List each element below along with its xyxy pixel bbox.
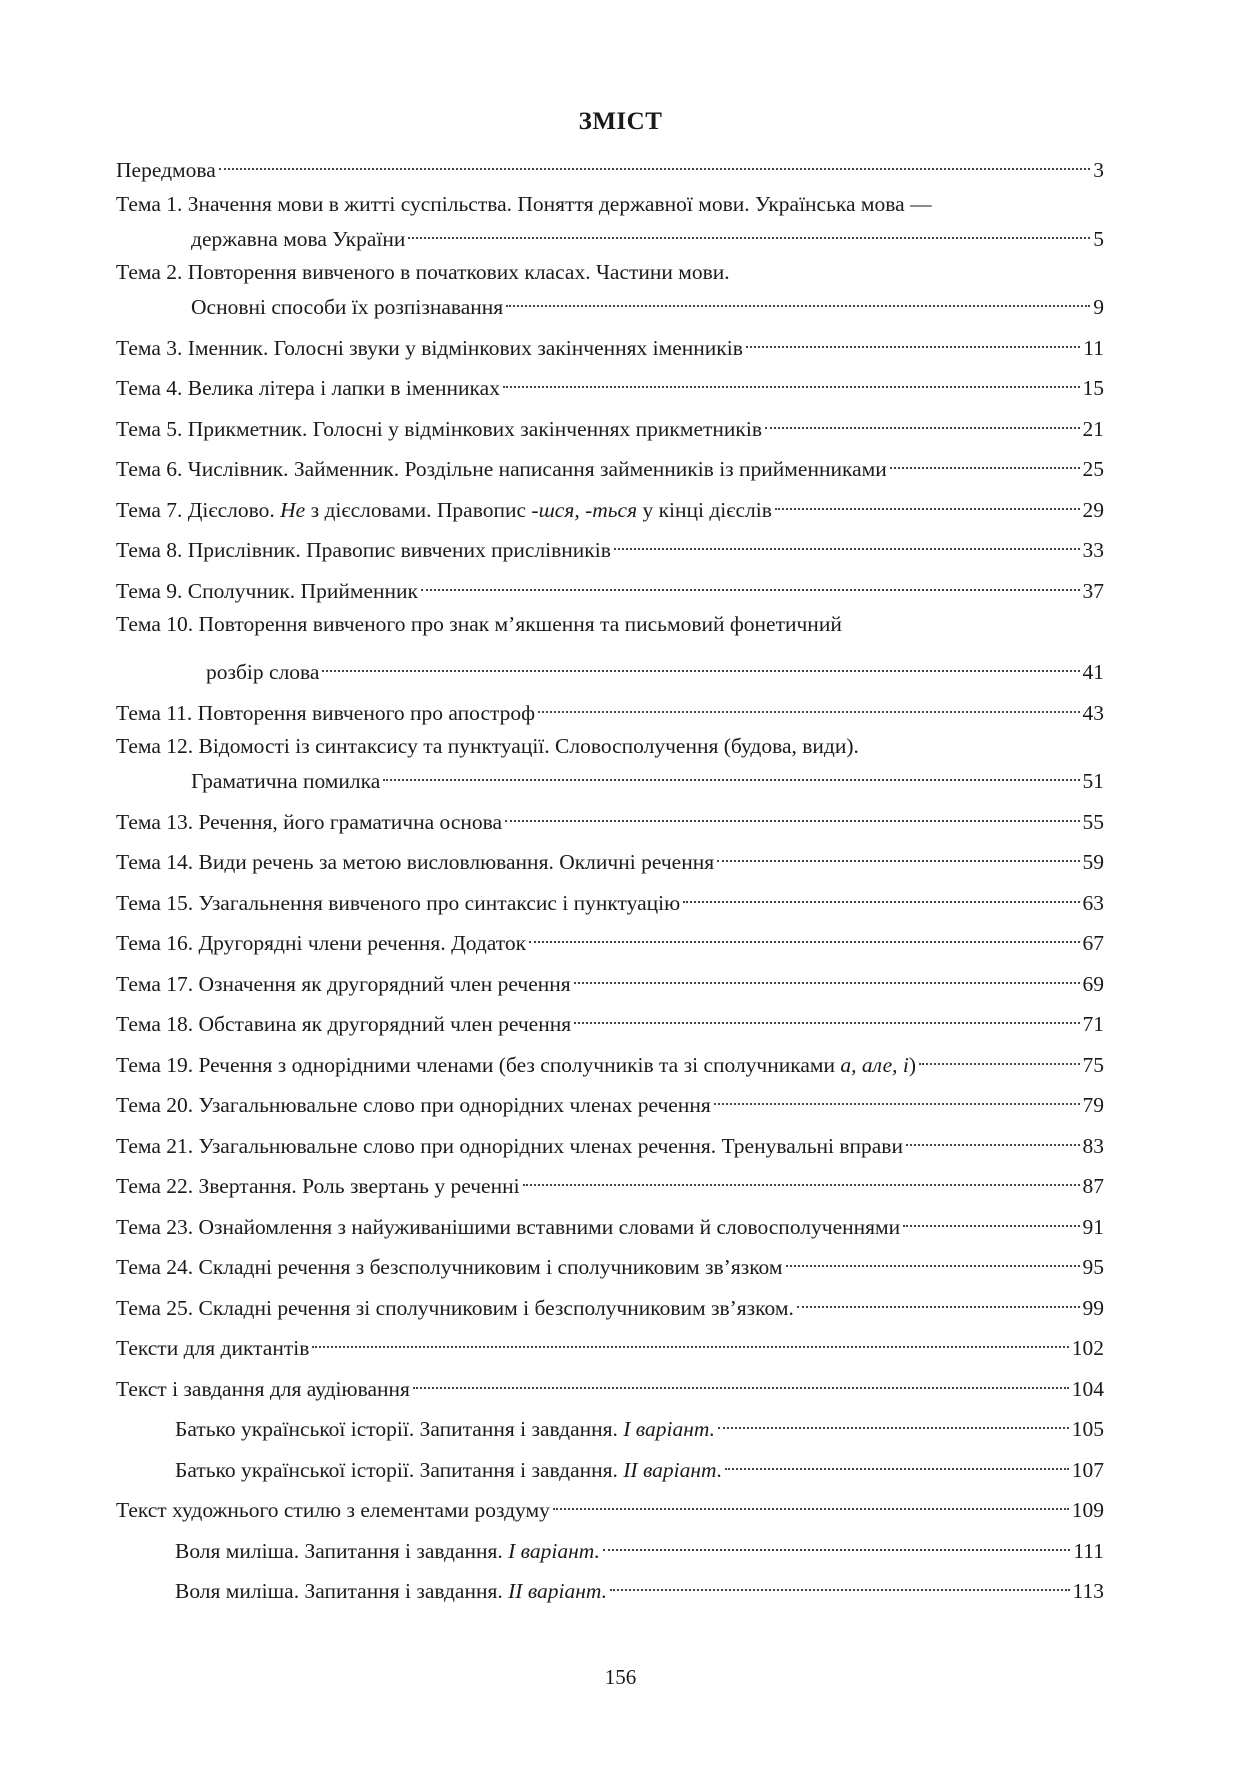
dot-leader — [219, 149, 1090, 177]
title-italic-part: а, але, і — [840, 1052, 909, 1077]
dot-leader — [503, 367, 1080, 395]
toc-entry-title: Текст і завдання для аудіювання — [116, 1376, 410, 1401]
toc-entry-title — [175, 1577, 607, 1605]
toc-page-number: 95 — [1082, 1255, 1104, 1279]
toc-page-number: 104 — [1071, 1376, 1104, 1401]
title-part: Воля миліша. Запитання і завдання. — [175, 1538, 509, 1563]
toc-entry-title: Тексти для диктантів — [116, 1336, 310, 1360]
toc-entry-topic-17[interactable] — [116, 963, 1104, 996]
title-part: Тема 19. Речення з однорідними членами (без сполучників та зі сполучниками — [116, 1052, 841, 1077]
dot-leader — [725, 1449, 1069, 1477]
toc-page-number: 51 — [1082, 769, 1104, 793]
toc-entry-topic-8[interactable] — [116, 529, 1104, 562]
toc-entry-title: Текст художнього стилю з елементами роздуму — [116, 1498, 550, 1522]
title-italic-part: ІІ варіант. — [623, 1457, 723, 1482]
dot-leader — [312, 1327, 1068, 1355]
toc-entry-topic-4[interactable] — [116, 367, 1104, 400]
toc-entry-topic-5[interactable] — [116, 408, 1104, 441]
toc-page-number: 67 — [1082, 931, 1104, 955]
toc-page-number: 87 — [1082, 1174, 1104, 1198]
toc-entry-topic-23[interactable] — [116, 1206, 1104, 1239]
toc-entry-title: Тема 3. Іменник. Голосні звуки у відмінкових закінченнях іменників — [116, 335, 743, 360]
toc-entry-title: Тема 12. Відомості із синтаксису та пунктуації. Словосполучення (будова, види). — [116, 734, 859, 758]
dot-leader — [786, 1246, 1080, 1274]
toc-entry-title — [175, 1537, 600, 1565]
toc-entry-topic-9[interactable] — [116, 570, 1104, 603]
toc-entry-topic-14[interactable] — [116, 841, 1104, 874]
toc-subentry-listening-variant-2[interactable] — [116, 1449, 1104, 1482]
toc-entry-topic-19[interactable] — [116, 1044, 1104, 1077]
toc-entry-title: Тема 24. Складні речення з безсполучниковим і сполучниковим зв’язком — [116, 1255, 783, 1279]
title-italic-part: І варіант. — [623, 1417, 716, 1441]
toc-entry-title: Тема 23. Ознайомлення з найуживанішими вставними словами й словосполученнями — [116, 1214, 901, 1239]
dot-leader — [523, 1165, 1080, 1193]
dot-leader — [408, 218, 1090, 246]
toc-page-number: 79 — [1082, 1093, 1104, 1117]
toc-subentry-listening-variant-1[interactable] — [116, 1408, 1104, 1441]
dot-leader — [714, 1084, 1080, 1112]
toc-page-number: 111 — [1073, 1538, 1104, 1563]
toc-entry-title: Тема 11. Повторення вивченого про апостроф — [116, 700, 536, 725]
toc-entry-title: Тема 16. Другорядні члени речення. Додаток — [116, 931, 527, 955]
toc-page-number: 25 — [1082, 457, 1104, 481]
title-italic-part: ІІ варіант. — [508, 1579, 608, 1603]
toc-entry-topic-25[interactable] — [116, 1287, 1104, 1320]
toc-entry-topic-12[interactable] — [116, 732, 1104, 793]
toc-entry-topic-10[interactable] — [116, 610, 1104, 684]
toc-entry-title: Тема 22. Звертання. Роль звертань у реченні — [116, 1174, 520, 1198]
title-part: з дієсловами. Правопис — [305, 497, 532, 522]
dot-leader — [614, 529, 1080, 557]
dot-leader — [603, 1530, 1070, 1558]
toc-entry-dictation-texts[interactable] — [116, 1327, 1104, 1360]
dot-leader — [383, 760, 1079, 788]
toc-page-number: 29 — [1082, 497, 1104, 522]
toc-entry-title-cont: державна мова України — [191, 226, 406, 251]
toc-page-number: 33 — [1082, 538, 1104, 562]
toc-page-number: 55 — [1082, 809, 1104, 834]
dot-leader — [683, 882, 1079, 910]
toc-entry-topic-7[interactable] — [116, 489, 1104, 522]
toc-entry-topic-3[interactable] — [116, 327, 1104, 360]
toc-entry-topic-22[interactable] — [116, 1165, 1104, 1198]
toc-entry-title: Тема 14. Види речень за метою висловлювання. Окличні речення — [116, 850, 715, 874]
toc-entry-title: Тема 2. Повторення вивченого в початкових класах. Частини мови. — [116, 260, 730, 284]
page-number-footer: 156 — [604, 1665, 637, 1689]
toc-entry-title-cont: розбір слова — [206, 660, 320, 684]
toc-page-number: 105 — [1071, 1417, 1104, 1441]
toc-page-number: 21 — [1082, 416, 1104, 441]
toc-entry-title — [175, 1456, 722, 1484]
toc-entry-topic-20[interactable] — [116, 1084, 1104, 1117]
toc-entry-title — [116, 496, 772, 524]
toc-page-number: 9 — [1093, 295, 1104, 319]
toc-entry-topic-13[interactable] — [116, 801, 1104, 834]
toc-entry-title: Тема 21. Узагальнювальне слово при однорідних членах речення. Тренувальні вправи — [116, 1133, 903, 1158]
dot-leader — [610, 1570, 1069, 1598]
toc-page-number: 37 — [1082, 578, 1104, 603]
toc-entry-topic-24[interactable] — [116, 1246, 1104, 1279]
toc-entry-title: Тема 13. Речення, його граматична основа — [116, 809, 503, 834]
toc-page-number: 15 — [1082, 376, 1104, 400]
toc-subentry-artistic-variant-2[interactable] — [116, 1570, 1104, 1603]
title-part: у кінці дієслів — [637, 497, 772, 522]
toc-page-number: 102 — [1071, 1336, 1104, 1360]
toc-page-number: 107 — [1071, 1457, 1104, 1482]
page-title: ЗМІСТ — [578, 108, 663, 135]
toc-page-number: 99 — [1082, 1295, 1104, 1320]
title-part: Батько української історії. Запитання і завдання. — [175, 1457, 624, 1482]
toc-entry-title: Тема 4. Велика літера і лапки в іменниках — [116, 376, 500, 400]
dot-leader — [574, 1003, 1079, 1031]
toc-page-number: 11 — [1083, 335, 1104, 360]
toc-entry-title: Передмова — [116, 158, 216, 182]
dot-leader — [538, 692, 1079, 720]
toc-page-number: 43 — [1082, 700, 1104, 725]
toc-entry-title: Тема 17. Означення як другорядний член речення — [116, 971, 571, 996]
dot-leader — [506, 286, 1090, 314]
toc-entry-topic-21[interactable] — [116, 1125, 1104, 1158]
title-part: Тема 7. Дієслово. — [116, 497, 281, 522]
toc-entry-title-cont: Основні способи їх розпізнавання — [191, 295, 504, 319]
toc-entry-title: Тема 8. Прислівник. Правопис вивчених прислівників — [116, 538, 611, 562]
dot-leader — [574, 963, 1080, 991]
toc-page-number: 69 — [1082, 971, 1104, 996]
dot-leader — [529, 922, 1079, 950]
toc-entry-title: Тема 25. Складні речення зі сполучниковим і безсполучниковим зв’язком. — [116, 1295, 794, 1320]
toc-entry-title: Тема 15. Узагальнення вивченого про синтаксис і пунктуацію — [116, 890, 681, 915]
title-italic-part: І варіант. — [508, 1538, 600, 1563]
toc-entry-topic-1[interactable] — [116, 190, 1104, 251]
toc-page-number: 113 — [1072, 1579, 1104, 1603]
toc-entry-title: Тема 20. Узагальнювальне слово при однорідних членах речення — [116, 1093, 711, 1117]
toc-page-number: 41 — [1082, 660, 1104, 684]
dot-leader — [906, 1125, 1080, 1153]
toc-entry-artistic-text[interactable] — [116, 1489, 1104, 1522]
dot-leader — [746, 327, 1080, 355]
toc-entry-topic-11[interactable] — [116, 692, 1104, 725]
toc-page-number: 59 — [1082, 850, 1104, 874]
toc-entry-topic-15[interactable] — [116, 882, 1104, 915]
dot-leader — [421, 570, 1080, 598]
toc-entry-title: Тема 6. Числівник. Займенник. Роздільне написання займенників із прийменниками — [116, 457, 887, 481]
dot-leader — [903, 1206, 1079, 1234]
title-part: ) — [908, 1052, 917, 1077]
dot-leader — [890, 448, 1080, 476]
toc-entry-title: Тема 10. Повторення вивченого про знак м’якшення та письмовий фонетичний — [116, 612, 842, 636]
toc-entry-title-cont: Граматична помилка — [191, 769, 381, 793]
toc-entry-title: Тема 1. Значення мови в житті суспільства. Поняття державної мови. Українська мова — — [116, 191, 932, 216]
toc-page-number: 3 — [1093, 158, 1104, 182]
dot-leader — [717, 841, 1079, 869]
dot-leader — [775, 489, 1080, 517]
toc-subentry-artistic-variant-1[interactable] — [116, 1530, 1104, 1563]
toc-page-number: 75 — [1082, 1052, 1104, 1077]
toc-page-number: 63 — [1082, 890, 1104, 915]
toc-entry-topic-18[interactable] — [116, 1003, 1104, 1036]
toc-entry-title: Тема 18. Обставина як другорядний член речення — [116, 1012, 572, 1036]
toc-entry-title — [175, 1415, 715, 1443]
dot-leader — [322, 651, 1079, 679]
dot-leader — [413, 1368, 1069, 1396]
title-part: Батько української історії. Запитання і завдання. — [175, 1417, 624, 1441]
toc-entry-topic-6[interactable] — [116, 448, 1104, 481]
dot-leader — [765, 408, 1080, 436]
toc-page-number: 71 — [1082, 1012, 1104, 1036]
title-italic-part: Не — [280, 497, 306, 522]
title-part: Воля миліша. Запитання і завдання. — [175, 1579, 509, 1603]
dot-leader — [919, 1044, 1079, 1072]
table-of-contents — [116, 149, 1104, 1611]
toc-page-number: 109 — [1071, 1498, 1104, 1522]
dot-leader — [553, 1489, 1069, 1517]
dot-leader — [718, 1408, 1069, 1436]
toc-page-number: 91 — [1082, 1214, 1104, 1239]
toc-entry-topic-2[interactable] — [116, 258, 1104, 319]
toc-entry-preface[interactable] — [116, 149, 1104, 182]
toc-entry-title — [116, 1051, 916, 1079]
toc-page-number: 83 — [1082, 1133, 1104, 1158]
toc-entry-title: Тема 9. Сполучник. Прийменник — [116, 578, 418, 603]
title-italic-part: -шся, -ться — [531, 497, 638, 522]
toc-entry-title: Тема 5. Прикметник. Голосні у відмінкових закінченнях прикметників — [116, 416, 762, 441]
toc-page-number: 5 — [1093, 226, 1104, 251]
toc-entry-topic-16[interactable] — [116, 922, 1104, 955]
dot-leader — [505, 801, 1079, 829]
dot-leader — [797, 1287, 1080, 1315]
toc-entry-listening-texts[interactable] — [116, 1368, 1104, 1401]
